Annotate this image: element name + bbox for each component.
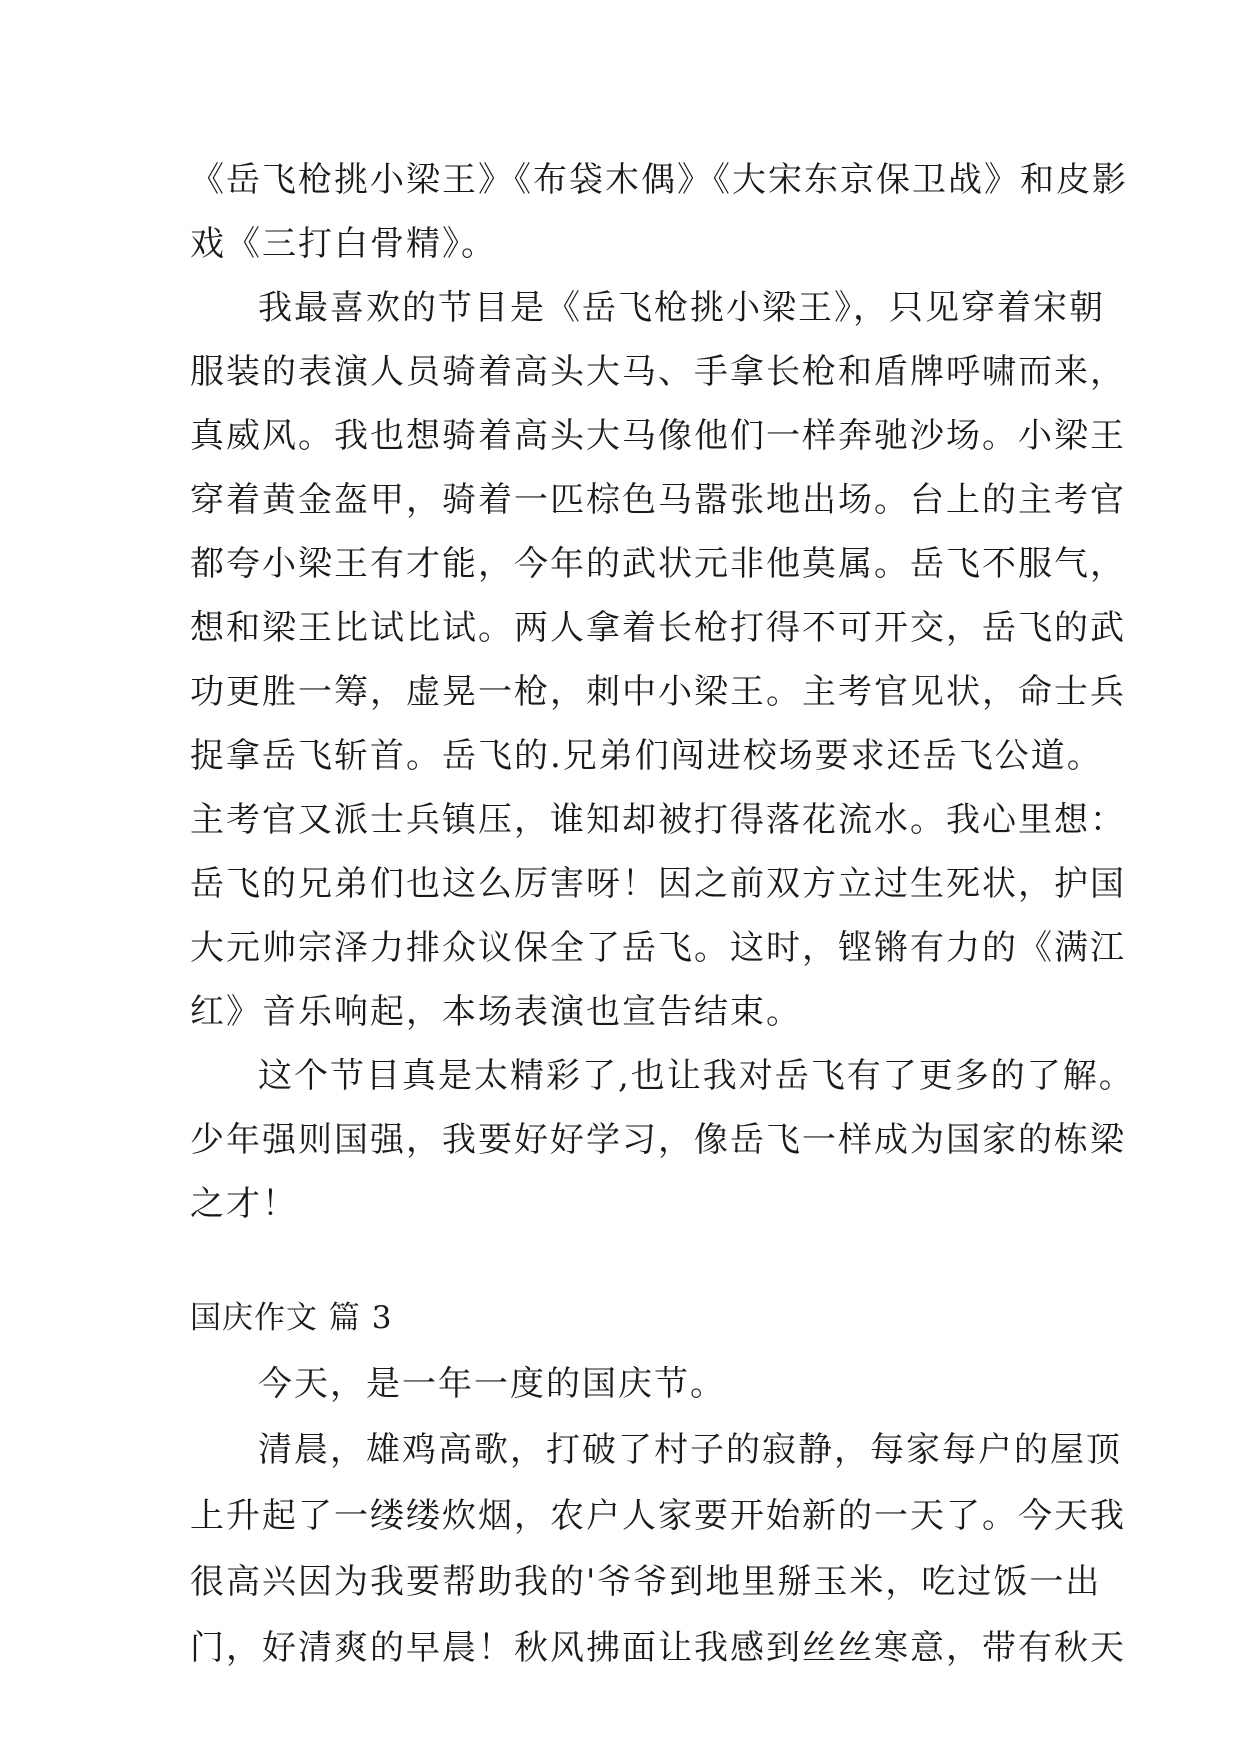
text-line: 服装的表演人员骑着高头大马、手拿长枪和盾牌呼啸而来，	[190, 352, 1126, 392]
paragraph-start-line: 我最喜欢的节目是《岳飞枪挑小梁王》，只见穿着宋朝	[258, 288, 1105, 328]
text-line: 主考官又派士兵镇压，谁知却被打得落花流水。我心里想：	[190, 800, 1126, 840]
text-line: 想和梁王比试比试。两人拿着长枪打得不可开交，岳飞的武	[190, 608, 1126, 648]
text-line: 岳飞的兄弟们也这么厉害呀！因之前双方立过生死状，护国	[190, 864, 1126, 904]
section-heading: 国庆作文 篇 3	[190, 1300, 393, 1336]
text-line: 门，好清爽的早晨！秋风拂面让我感到丝丝寒意，带有秋天	[190, 1628, 1126, 1668]
paragraph-start-line: 清晨，雄鸡高歌，打破了村子的寂静，每家每户的屋顶	[258, 1430, 1122, 1470]
text-line: 捉拿岳飞斩首。岳飞的.兄弟们闯进校场要求还岳飞公道。	[190, 736, 1103, 776]
text-line: 少年强则国强，我要好好学习，像岳飞一样成为国家的栋梁	[190, 1120, 1126, 1160]
text-line: 红》音乐响起，本场表演也宣告结束。	[190, 992, 802, 1032]
text-line: 《岳飞枪挑小梁王》《布袋木偶》《大宋东京保卫战》和皮影	[190, 160, 1128, 200]
text-line: 戏《三打白骨精》。	[190, 224, 497, 264]
text-line: 很高兴因为我要帮助我的'爷爷到地里掰玉米，吃过饭一出	[190, 1562, 1102, 1602]
text-line: 真威风。我也想骑着高头大马像他们一样奔驰沙场。小梁王	[190, 416, 1126, 456]
text-line: 功更胜一筹，虚晃一枪，刺中小梁王。主考官见状，命士兵	[190, 672, 1126, 712]
paragraph-start-line: 今天，是一年一度的国庆节。	[258, 1364, 726, 1404]
text-line: 大元帅宗泽力排众议保全了岳飞。这时，铿锵有力的《满江	[190, 928, 1126, 968]
text-line: 穿着黄金盔甲，骑着一匹棕色马嚣张地出场。台上的主考官	[190, 480, 1126, 520]
paragraph-start-line: 这个节目真是太精彩了,也让我对岳飞有了更多的了解。	[258, 1056, 1135, 1096]
text-line: 都夸小梁王有才能，今年的武状元非他莫属。岳飞不服气，	[190, 544, 1126, 584]
text-line: 之才！	[190, 1184, 298, 1224]
text-line: 上升起了一缕缕炊烟，农户人家要开始新的一天了。今天我	[190, 1496, 1126, 1536]
